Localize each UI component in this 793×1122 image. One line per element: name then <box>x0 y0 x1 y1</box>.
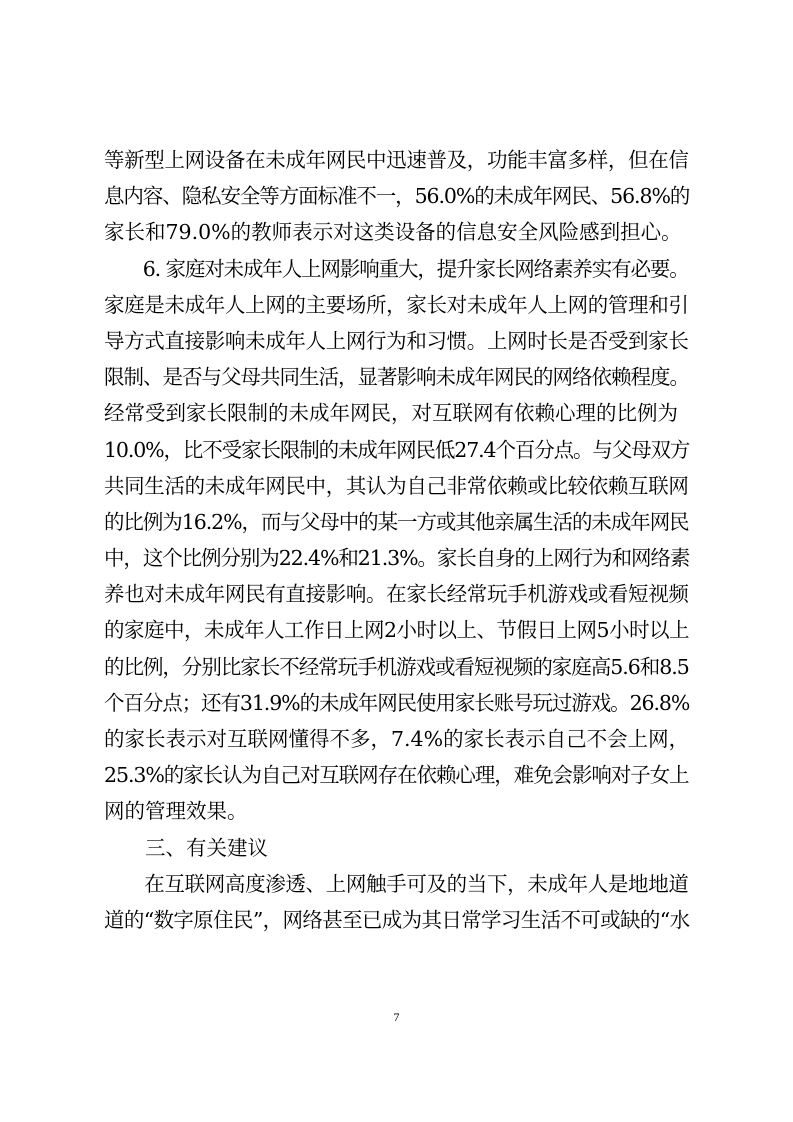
text-line: 道的“数字原住民”，网络甚至已成为其日常学习生活不可或缺的“水 <box>104 907 690 932</box>
text-line: 中，这个比例分别为22.4%和21.3%。家长自身的上网行为和网络素 <box>104 546 690 571</box>
text-line: 的比例，分别比家长不经常玩手机游戏或看短视频的家庭高5.6和8.5 <box>104 654 689 679</box>
section-heading: 三、有关建议 <box>104 835 268 860</box>
text-line: 养也对未成年网民有直接影响。在家长经常玩手机游戏或看短视频 <box>104 582 689 607</box>
text-line: 个百分点；还有31.9%的未成年网民使用家长账号玩过游戏。26.8% <box>104 690 690 715</box>
text-line: 的比例为16.2%，而与父母中的某一方或其他亲属生活的未成年网民 <box>104 509 689 534</box>
text-line: 的家庭中，未成年人工作日上网2小时以上、节假日上网5小时以上 <box>104 618 690 643</box>
text-line: 等新型上网设备在未成年网民中迅速普及，功能丰富多样，但在信 <box>104 148 689 172</box>
text-line: 家长和79.0%的教师表示对这类设备的信息安全风险感到担心。 <box>104 220 682 245</box>
body-text <box>104 142 689 938</box>
text-line: 限制、是否与父母共同生活，显著影响未成年网民的网络依赖程度。 <box>104 365 689 390</box>
text-line: 25.3%的家长认为自己对互联网存在依赖心理，难免会影响对子女上 <box>104 763 689 788</box>
text-line: 导方式直接影响未成年人上网行为和习惯。上网时长是否受到家长 <box>104 328 689 353</box>
text-line: 10.0%，比不受家长限制的未成年网民低27.4个百分点。与父母双方 <box>104 437 690 462</box>
text-line: 的家长表示对互联网懂得不多，7.4%的家长表示自己不会上网， <box>104 727 690 751</box>
text-line: 家庭是未成年人上网的主要场所，家长对未成年人上网的管理和引 <box>104 292 689 317</box>
text-line: 网的管理效果。 <box>104 799 248 824</box>
text-line: 经常受到家长限制的未成年网民，对互联网有依赖心理的比例为 <box>104 401 678 426</box>
page-number: 7 <box>393 1010 400 1024</box>
text-line: 在互联网高度渗透、上网触手可及的当下，未成年人是地地道 <box>104 871 689 896</box>
text-line: 共同生活的未成年网民中，其认为自己非常依赖或比较依赖互联网 <box>104 473 689 498</box>
text-line: 息内容、隐私安全等方面标准不一，56.0%的未成年网民、56.8%的 <box>104 184 690 209</box>
text-line: 6. 家庭对未成年人上网影响重大，提升家长网络素养实有必要。 <box>104 256 689 281</box>
